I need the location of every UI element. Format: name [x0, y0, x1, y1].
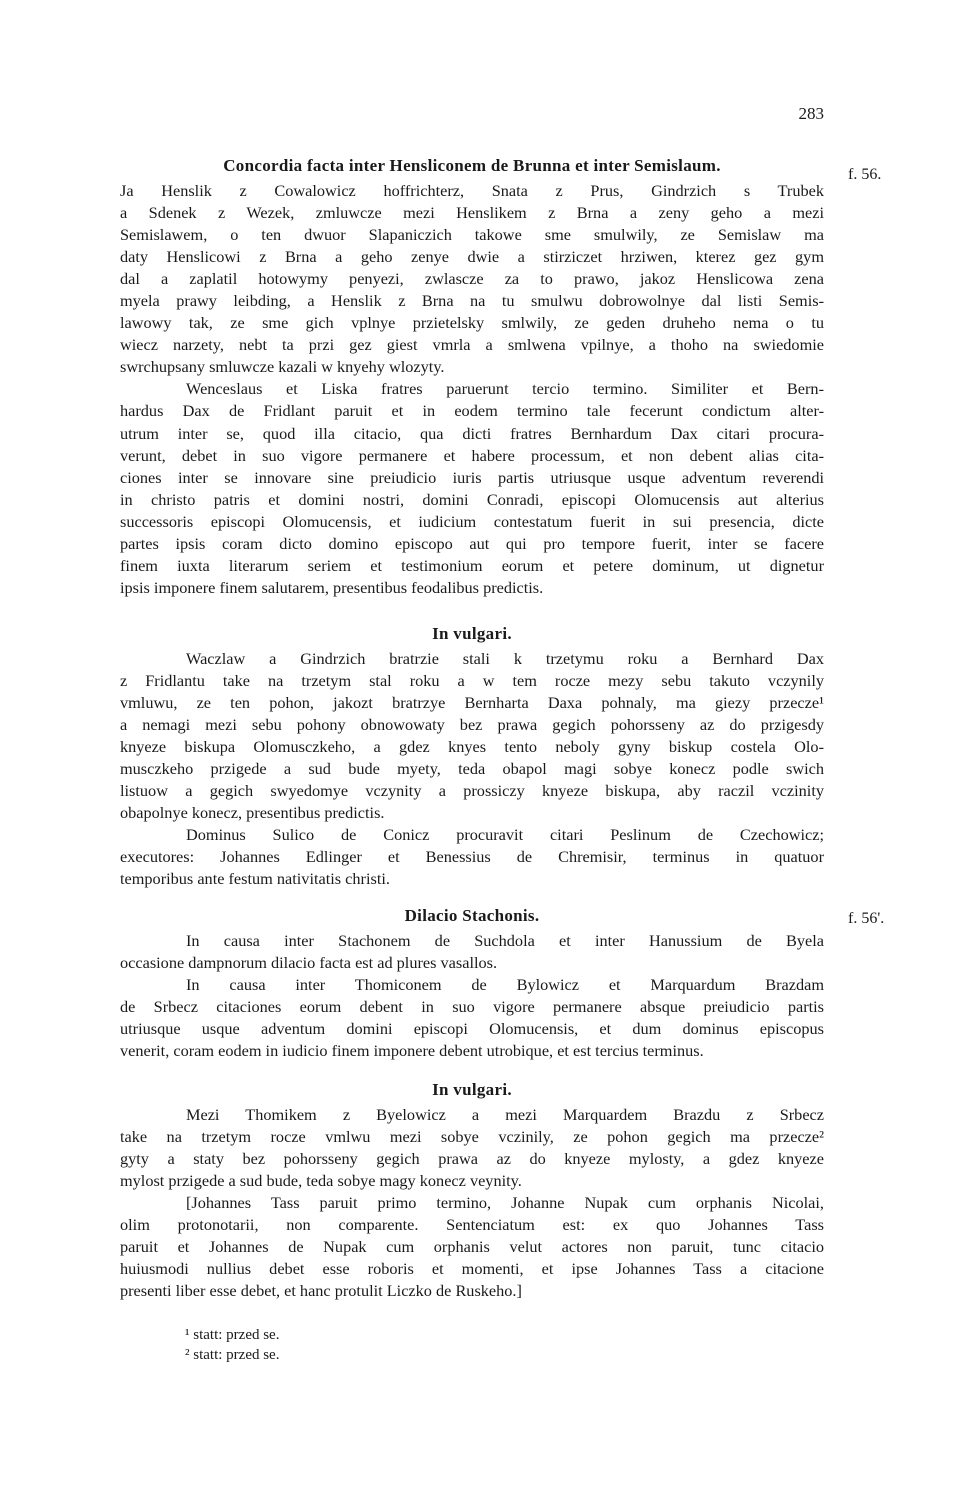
text-line: take na trzetym rocze vmlwu mezi sobye vczinily, ze pohon gegich ma przecze²: [120, 1127, 824, 1147]
text-line: temporibus ante festum nativitatis christi.: [120, 869, 390, 889]
section-heading-in-vulgari: In vulgari.: [432, 624, 512, 643]
page-number: 283: [798, 104, 824, 123]
text-line: utriusque usque adventum domini episcopi Olomucensis, et dum dominus episcopus: [120, 1019, 824, 1039]
text-line: occasione dampnorum dilacio facta est ad plures vasallos.: [120, 953, 498, 973]
text-line: In causa inter Thomiconem de Bylowicz et Marquardum Brazdam: [186, 975, 824, 995]
text-line: dal a zaplatil hotowymy penyezi, zwlascze za to prawo, jakoz Henslicowa zena: [120, 269, 824, 289]
footnote-2: ² statt: przed se.: [185, 1347, 280, 1363]
text-line: successoris episcopi Olomucensis, et iudicium contestatum fuerit in sui presencia, dicte: [120, 511, 824, 531]
text-line: venerit, coram eodem in iudicio finem imponere debent utrobique, et est tercius terminus.: [120, 1041, 704, 1061]
text-line: listuow a gegich swyedomye vczynity a prossiczy knyeze biskupa, aby raczil vczinity: [120, 781, 824, 801]
section-body-dilacio-stachonis: [120, 930, 824, 1062]
text-line: partes ipsis coram dicto domino episcopo aut qui pro tempore fuerit, inter se facere: [120, 533, 824, 553]
text-line: wiecz narzety, nebt ta przi gez giest vmrla a smlwena vpilnye, a thoho na swiedomie: [120, 335, 824, 355]
text-line: verunt, debet in suo vigore permanere et habere processum, et non debent alias cita-: [120, 445, 824, 465]
text-line: utrum inter se, quod illa citacio, qua dicti fratres Bernhardum Dax citari procura-: [120, 423, 824, 443]
text-line: obapolnye konecz, presentibus predictis.: [120, 803, 385, 823]
text-line: Semislawem, o ten dwuor Slapaniczich takowe sme smulwily, ze Semislaw ma: [120, 225, 824, 245]
section-heading-dilacio-stachonis: Dilacio Stachonis.: [404, 906, 540, 925]
text-line: Wenceslaus et Liska fratres paruerunt tercio termino. Similiter et Bern-: [186, 379, 824, 399]
text-line: mylost przigede a sud bude, teda sobye magy konecz veynity.: [120, 1171, 522, 1191]
text-line: Waczlaw a Gindrzich bratrzie stali k trzetymu roku a Bernhard Dax: [186, 649, 824, 668]
text-line: musczkeho przigede a sud bude myety, teda obapol magi sobye konecz podle swich: [120, 759, 824, 779]
folio-note-56: f. 56.: [848, 166, 882, 183]
text-line: swrchupsany smluwcze kazali w knyehy wlozyty.: [120, 357, 445, 377]
text-line: Dominus Sulico de Conicz procuravit citari Peslinum de Czechowicz;: [186, 825, 824, 845]
text-line: vmluwu, ze ten pohon, jakozt bratrzye Bernharta Daxa pohnaly, ma giezy przecze¹: [120, 693, 824, 713]
text-line: olim protonotarii, non comparente. Sentenciatum est: ex quo Johannes Tass: [120, 1215, 824, 1235]
text-line: a nemagi mezi sebu pohony obnowowaty bez prawa gegich pohorsseny az do przigesdy: [120, 715, 824, 735]
text-line: In causa inter Stachonem de Suchdola et inter Hanussium de Byela: [186, 931, 824, 950]
section-body-concordia: [120, 180, 824, 599]
section-heading-in-vulgari-2: In vulgari.: [432, 1080, 512, 1099]
text-line: Ja Henslik z Cowalowicz hoffrichterz, Snata z Prus, Gindrzich s Trubek: [120, 181, 824, 200]
text-line: [Johannes Tass paruit primo termino, Johanne Nupak cum orphanis Nicolai,: [186, 1193, 824, 1213]
text-line: knyeze biskupa Olomusczkeho, a gdez knyes tento neboly gyny biskup costela Olo-: [120, 737, 824, 757]
text-line: lawowy tak, ze sme gich vplnye przietelsky smlwily, ze geden druheho nema o tu: [120, 313, 824, 333]
text-line: daty Henslicowi z Brna a geho zenye dwie a stirziczet hrziwen, kterez gez gym: [120, 247, 824, 267]
folio-note-56-verso: f. 56'.: [848, 910, 885, 927]
text-line: myela prawy leibding, a Henslik z Brna na tu smulwu dobrowolnye dal listi Semis-: [120, 291, 824, 311]
text-line: huiusmodi nullius debet esse roboris et momenti, et ipse Johannes Tass a citacione: [120, 1259, 824, 1279]
text-line: executores: Johannes Edlinger et Benessius de Chremisir, terminus in quatuor: [120, 847, 824, 867]
text-line: z Fridlantu take na trzetym stal roku a w tem rocze mezy sebu takuto vczynily: [120, 671, 824, 691]
text-line: paruit et Johannes de Nupak cum orphanis velut actores non paruit, tunc citacio: [120, 1237, 824, 1257]
text-line: a Sdenek z Wezek, zmluwcze mezi Henslikem z Brna a zeny geho a mezi: [120, 203, 824, 223]
section-body-in-vulgari-2: [120, 1104, 824, 1302]
text-line: in christo patris et domini nostri, domini Conradi, episcopi Olomucensis aut alterius: [120, 489, 824, 509]
text-line: ipsis imponere finem salutarem, presentibus feodalibus predictis.: [120, 577, 544, 597]
text-line: hardus Dax de Fridlant paruit et in eodem termino tale fecerunt condictum alter-: [120, 401, 824, 421]
footnote-1: ¹ statt: przed se.: [185, 1327, 280, 1343]
text-line: ciones inter se innovare sine preiudicio iuris partis utriusque usque adventum reverendi: [120, 467, 824, 487]
section-body-in-vulgari: [120, 648, 824, 891]
text-line: de Srbecz citaciones eorum debent in suo vigore permanere absque preiudicio partis: [120, 997, 824, 1017]
text-line: presenti liber esse debet, et hanc protulit Liczko de Ruskeho.]: [120, 1281, 522, 1301]
text-line: gyty a staty bez pohorsseny gegich prawa az do knyeze mylosty, a gdez knyeze: [120, 1149, 824, 1169]
text-line: Mezi Thomikem z Byelowicz a mezi Marquardem Brazdu z Srbecz: [186, 1105, 824, 1124]
text-line: finem iuxta literarum seriem et testimonium eorum et petere dominum, ut dignetur: [120, 555, 824, 575]
section-heading-concordia: Concordia facta inter Hensliconem de Brunna et inter Semislaum.: [223, 156, 721, 175]
